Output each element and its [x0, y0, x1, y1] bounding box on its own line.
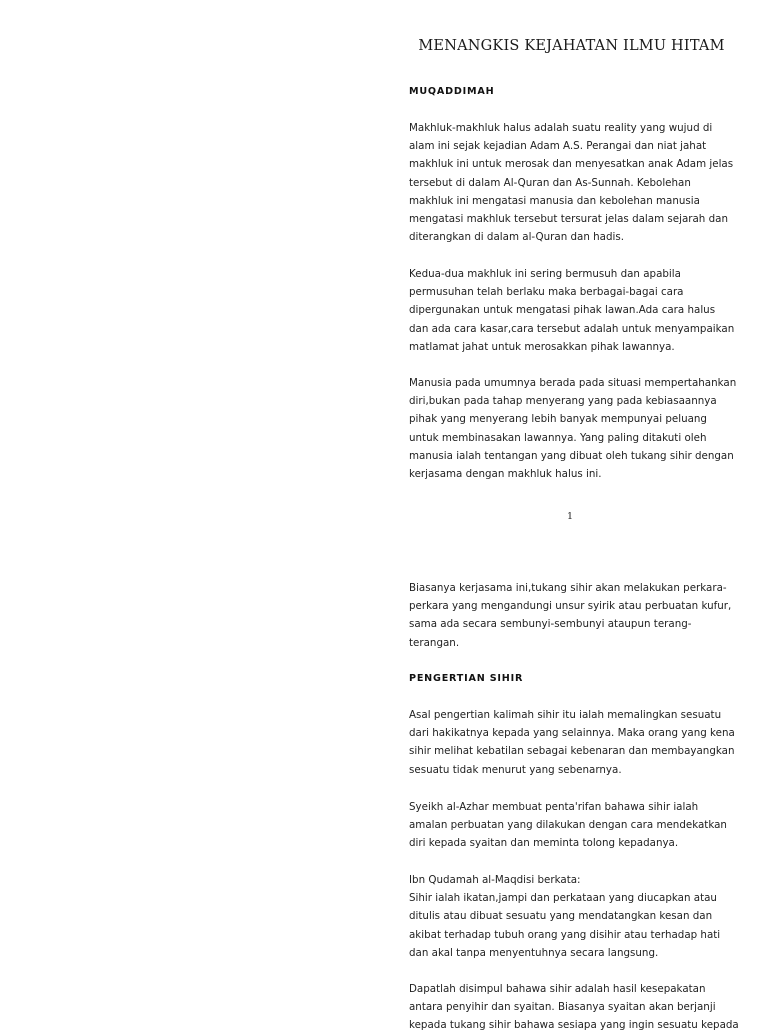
paragraph-line: diri,bukan pada tahap menyerang yang pada kebiasaannya: [409, 395, 717, 408]
paragraph-line: kepada tukang sihir bahawa sesiapa yang ingin sesuatu kepada: [409, 1019, 739, 1032]
paragraph-line: matlamat jahat untuk merosakkan pihak lawannya.: [409, 340, 675, 353]
paragraph-line: sesuatu tidak menurut yang sebenarnya.: [409, 763, 622, 776]
document-title: MENANGKIS KEJAHATAN ILMU HITAM: [418, 38, 725, 54]
page-number: 1: [566, 511, 574, 522]
paragraph-line: makhluk ini untuk merosak dan menyesatkan anak Adam jelas: [409, 158, 734, 171]
paragraph-line: Makhluk-makhluk halus adalah suatu reality yang wujud di: [409, 122, 713, 134]
paragraph-5: [409, 706, 734, 779]
paragraph-line: permusuhan telah berlaku maka berbagai-bagai cara: [409, 286, 684, 299]
paragraph-line: dan akal tanpa menyentuhnya secara langsung.: [409, 946, 659, 959]
paragraph-line: dan ada cara kasar,cara tersebut adalah untuk menyampaikan: [409, 322, 735, 335]
paragraph-line: sama ada secara sembunyi-sembunyi ataupun terang-: [409, 618, 692, 631]
paragraph-line: sihir melihat kebatilan sebagai kebenaran dan membayangkan: [409, 745, 735, 758]
paragraph-line: manusia ialah tentangan yang dibuat oleh tukang sihir dengan: [409, 449, 734, 462]
paragraph-line: terangan.: [409, 636, 460, 649]
paragraph-line: amalan perbuatan yang dilakukan dengan cara mendekatkan: [409, 819, 727, 832]
heading-muqaddimah: MUQADDIMAH: [409, 86, 495, 97]
paragraph-line: antara penyihir dan syaitan. Biasanya syaitan akan berjanji: [409, 1001, 716, 1014]
paragraph-line: Biasanya kerjasama ini,tukang sihir akan melakukan perkara-: [409, 582, 727, 594]
paragraph-line: dari hakikatnya kepada yang selainnya. Maka orang yang kena: [409, 727, 735, 740]
paragraph-line: ditulis atau dibuat sesuatu yang mendatangkan kesan dan: [409, 910, 713, 923]
paragraph-2: [409, 265, 734, 356]
paragraph-line: mengatasi makhluk tersebut tersurat jelas dalam sejarah dan: [409, 213, 728, 226]
paragraph-line: alam ini sejak kejadian Adam A.S. Perangai dan niat jahat: [409, 140, 707, 153]
paragraph-line: Kedua-dua makhluk ini sering bermusuh dan apabila: [409, 268, 681, 280]
paragraph-line: makhluk ini mengatasi manusia dan kebolehan manusia: [409, 194, 700, 207]
paragraph-line: diri kepada syaitan dan meminta tolong kepadanya.: [409, 837, 679, 850]
paragraph-line: pihak yang menyerang lebih banyak mempunyai peluang: [409, 413, 707, 426]
paragraph-line: untuk membinasakan lawannya. Yang paling ditakuti oleh: [409, 431, 707, 444]
paragraph-line: dipergunakan untuk mengatasi pihak lawan.Ada cara halus: [409, 304, 716, 317]
paragraph-line: diterangkan di dalam al-Quran dan hadis.: [409, 231, 625, 244]
paragraph-line: tersebut di dalam Al-Quran dan As-Sunnah. Kebolehan: [409, 176, 691, 189]
paragraph-line: Ibn Qudamah al-Maqdisi berkata:: [409, 874, 581, 886]
paragraph-line: akibat terhadap tubuh orang yang disihir atau terhadap hati: [409, 928, 721, 941]
paragraph-6: [409, 798, 734, 853]
paragraph-4: [409, 579, 734, 652]
paragraph-1: [409, 119, 734, 246]
paragraph-line: perkara yang mengandungi unsur syirik atau perbuatan kufur,: [409, 600, 732, 613]
paragraph-line: Sihir ialah ikatan,jampi dan perkataan yang diucapkan atau: [409, 892, 717, 905]
paragraph-7: [409, 871, 734, 962]
paragraph-line: Dapatlah disimpul bahawa sihir adalah hasil kesepakatan: [409, 983, 706, 995]
paragraph-line: Manusia pada umumnya berada pada situasi mempertahankan: [409, 377, 737, 389]
paragraph-line: kerjasama dengan makhluk halus ini.: [409, 468, 602, 481]
paragraph-line: Syeikh al-Azhar membuat penta'rifan bahawa sihir ialah: [409, 801, 699, 813]
paragraph-3: [409, 374, 737, 483]
paragraph-line: Asal pengertian kalimah sihir itu ialah memalingkan sesuatu: [409, 709, 722, 721]
heading-pengertian-sihir: PENGERTIAN SIHIR: [409, 673, 524, 684]
paragraph-8: [409, 980, 739, 1035]
